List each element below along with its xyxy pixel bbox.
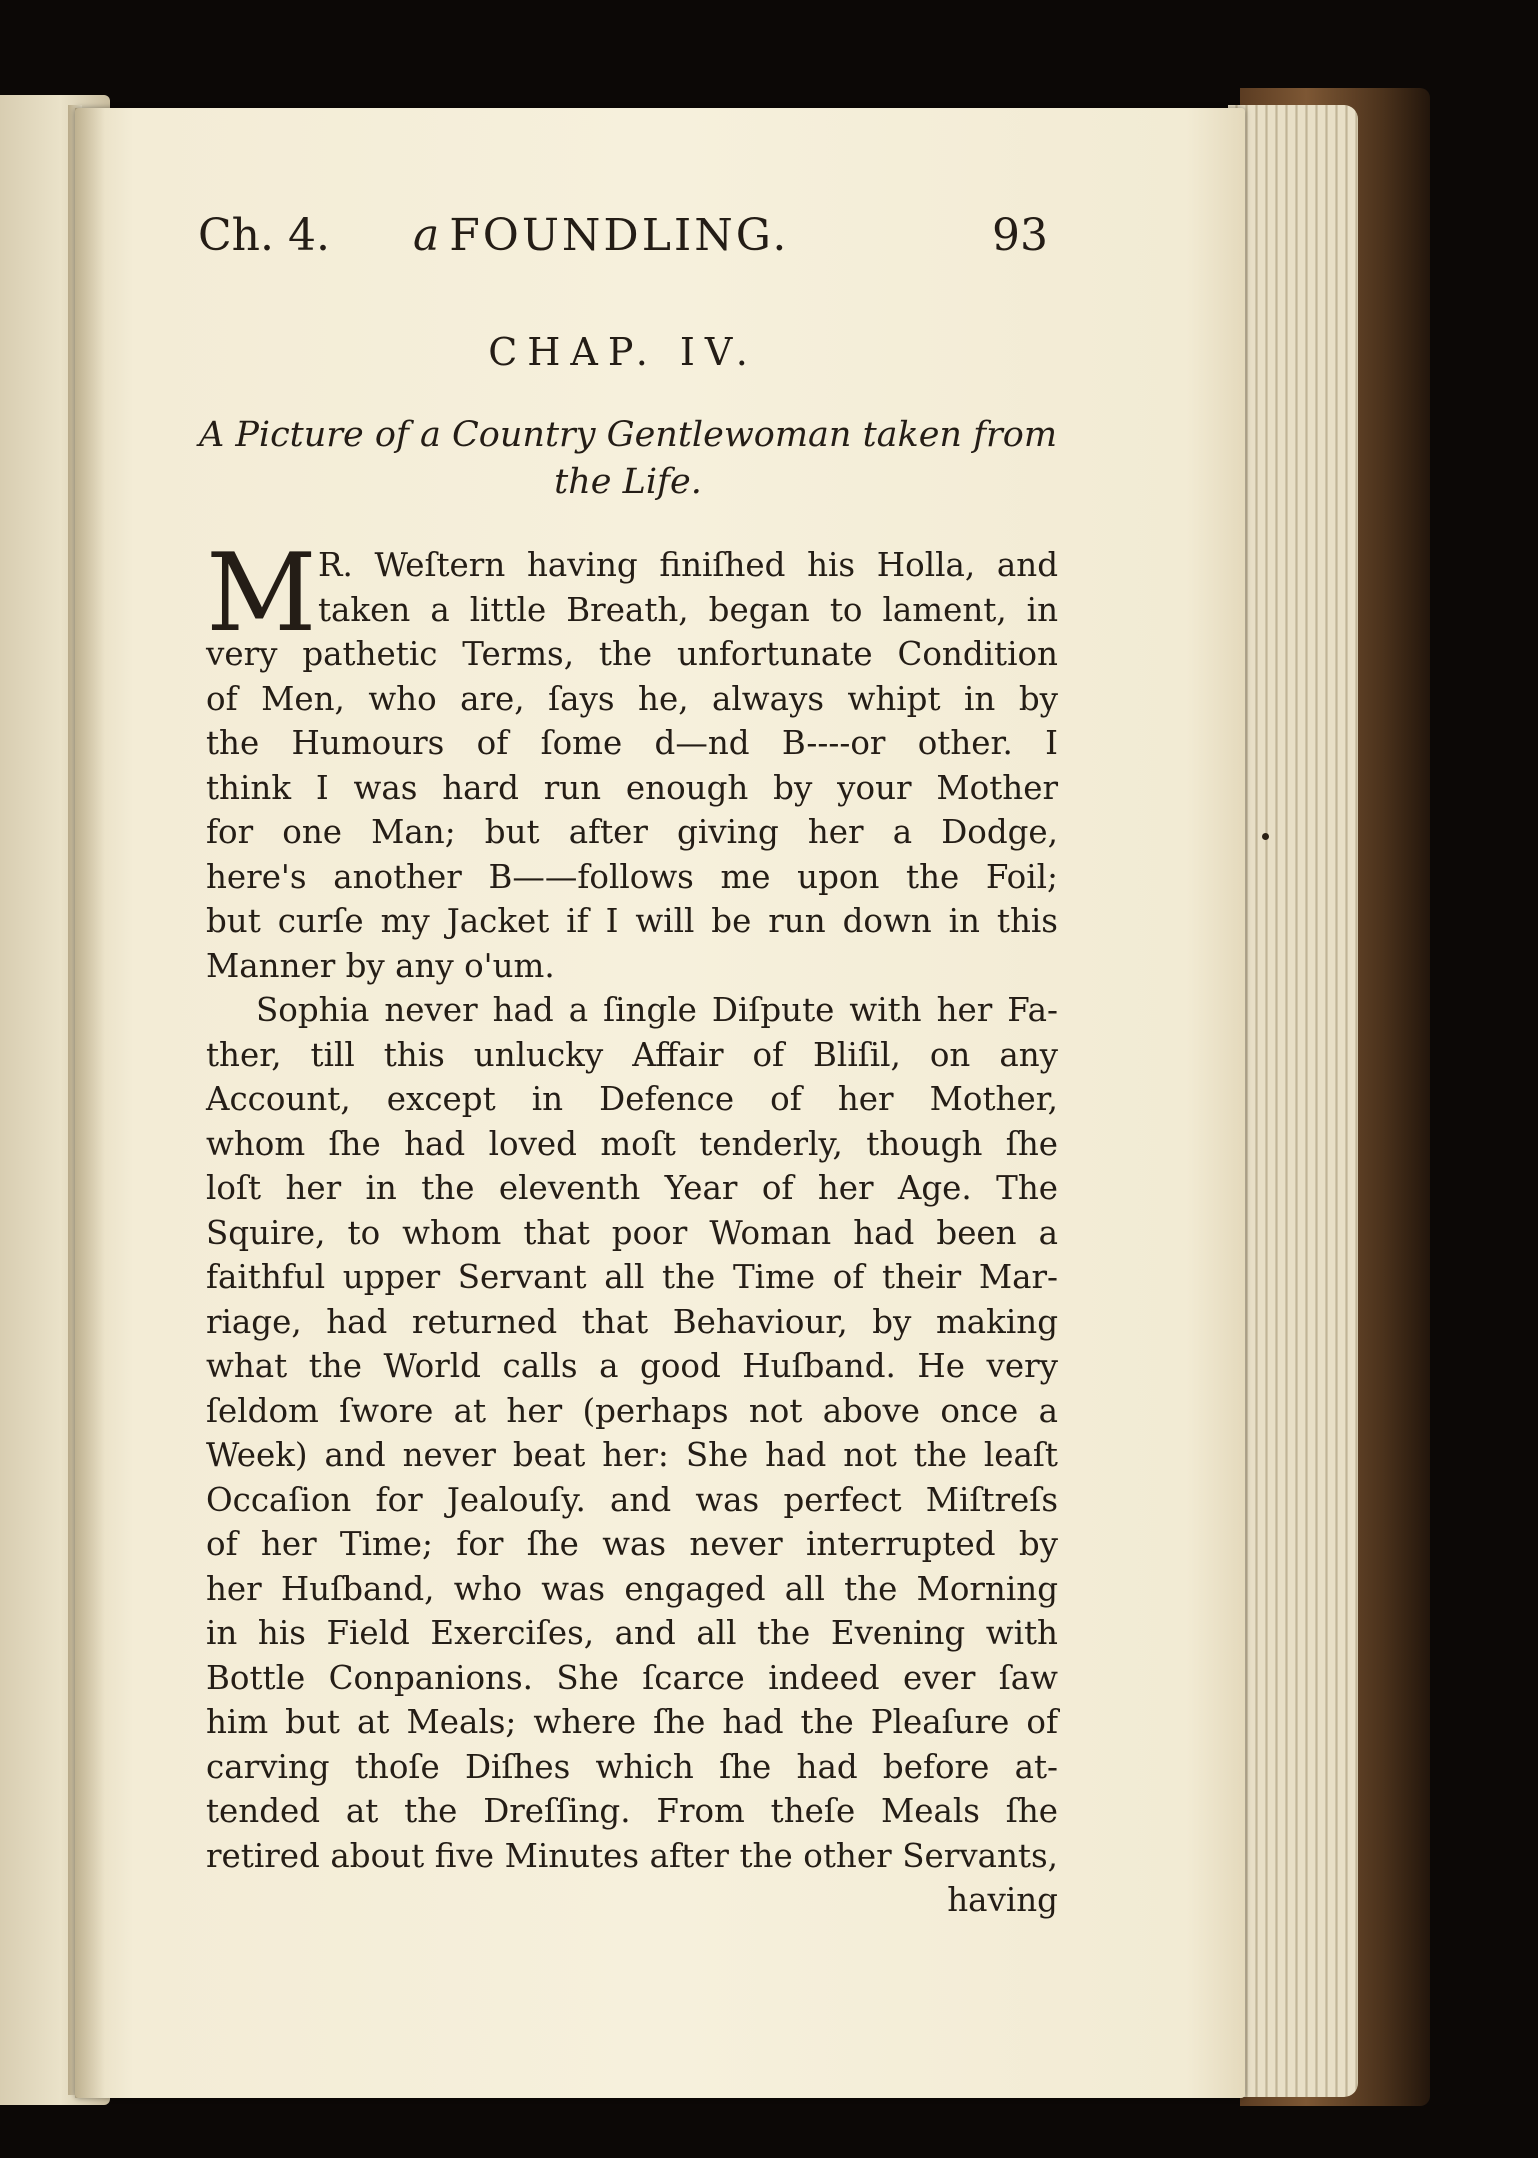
chapter-subtitle-line: A Picture of a Country Gentlewoman taken from [198,415,1058,455]
text-line: Sophia never had a ſingle Diſpute with her Fa- [256,991,1058,1029]
text-line: loſt her in the eleventh Year of her Age. The [206,1169,1058,1207]
paragraph [206,531,1058,988]
text-line: carving thoſe Diſhes which ſhe had before at- [206,1747,1058,1786]
text-line: whom ſhe had loved moſt tenderly, though ſhe [206,1124,1058,1163]
chapter-heading: CHAP. IV. [488,330,758,374]
running-head-article: a [413,210,440,261]
running-head-title-text: FOUNDLING. [449,210,790,261]
text-line: ther, till this unlucky Affair of Bliſil, on any [206,1035,1058,1074]
text-line: in his Field Exerciſes, and all the Evening with [206,1614,1058,1652]
running-head [198,210,1048,280]
text-line: Squire, to whom that poor Woman had been a [206,1213,1058,1252]
text-line: retired about five Minutes after the other Servants, [206,1836,1058,1875]
text-line: faithful upper Servant all the Time of their Mar- [206,1258,1058,1296]
chapter-subtitle [198,412,1058,506]
text-line: very pathetic Terms, the unfortunate Condition [206,635,1058,673]
text-line: Bottle Conpanions. She ſcarce indeed ever ſaw [206,1658,1058,1697]
page-blemish [1262,833,1269,840]
text-line: ſeldom ſwore at her (perhaps not above once a [206,1391,1058,1430]
text-line: but curſe my Jacket if I will be run down in this [206,902,1058,940]
text-line: what the World calls a good Huſband. He very [206,1347,1058,1385]
text-line: here's another B——follows me upon the Foil; [206,857,1058,896]
text-line: Week) and never beat her: She had not the leaſt [206,1436,1058,1474]
text-line: of Men, who are, ſays he, always whipt in by [206,679,1058,718]
text-line: her Huſband, who was engaged all the Morning [206,1569,1058,1608]
text-line: him but at Meals; where ſhe had the Pleaſure of [206,1703,1058,1741]
body-text [206,531,1058,1923]
text-line: R. Weſtern having finiſhed his Holla, and [318,546,1058,584]
text-line: think I was hard run enough by your Mother [206,768,1058,807]
running-head-title [413,210,789,261]
text-line: Occaſion for Jealouſy. and was perfect Miſtreſs [206,1480,1058,1519]
text-line: of her Time; for ſhe was never interrupted by [206,1525,1058,1563]
drop-cap: M [206,531,317,656]
catchword: having [947,1881,1058,1919]
text-line: tended at the Dreſſing. From theſe Meals ſhe [206,1792,1058,1830]
chapter-subtitle-line: the Life. [554,462,702,502]
paragraph [206,988,1058,1878]
running-head-chapter: Ch. 4. [198,210,330,261]
text-line: Manner by any o'um. [206,946,555,985]
text-line: Account, except in Defence of her Mother, [206,1080,1058,1118]
text-line: riage, had returned that Behaviour, by making [206,1302,1058,1341]
page-number: 93 [992,210,1048,261]
text-line: the Humours of ſome d—nd B----or other. I [206,724,1058,762]
gutter-shadow [75,108,105,2098]
text-line: for one Man; but after giving her a Dodge, [206,813,1058,851]
page-edges [1228,105,1358,2097]
text-line: taken a little Breath, began to lament, in [318,590,1058,629]
